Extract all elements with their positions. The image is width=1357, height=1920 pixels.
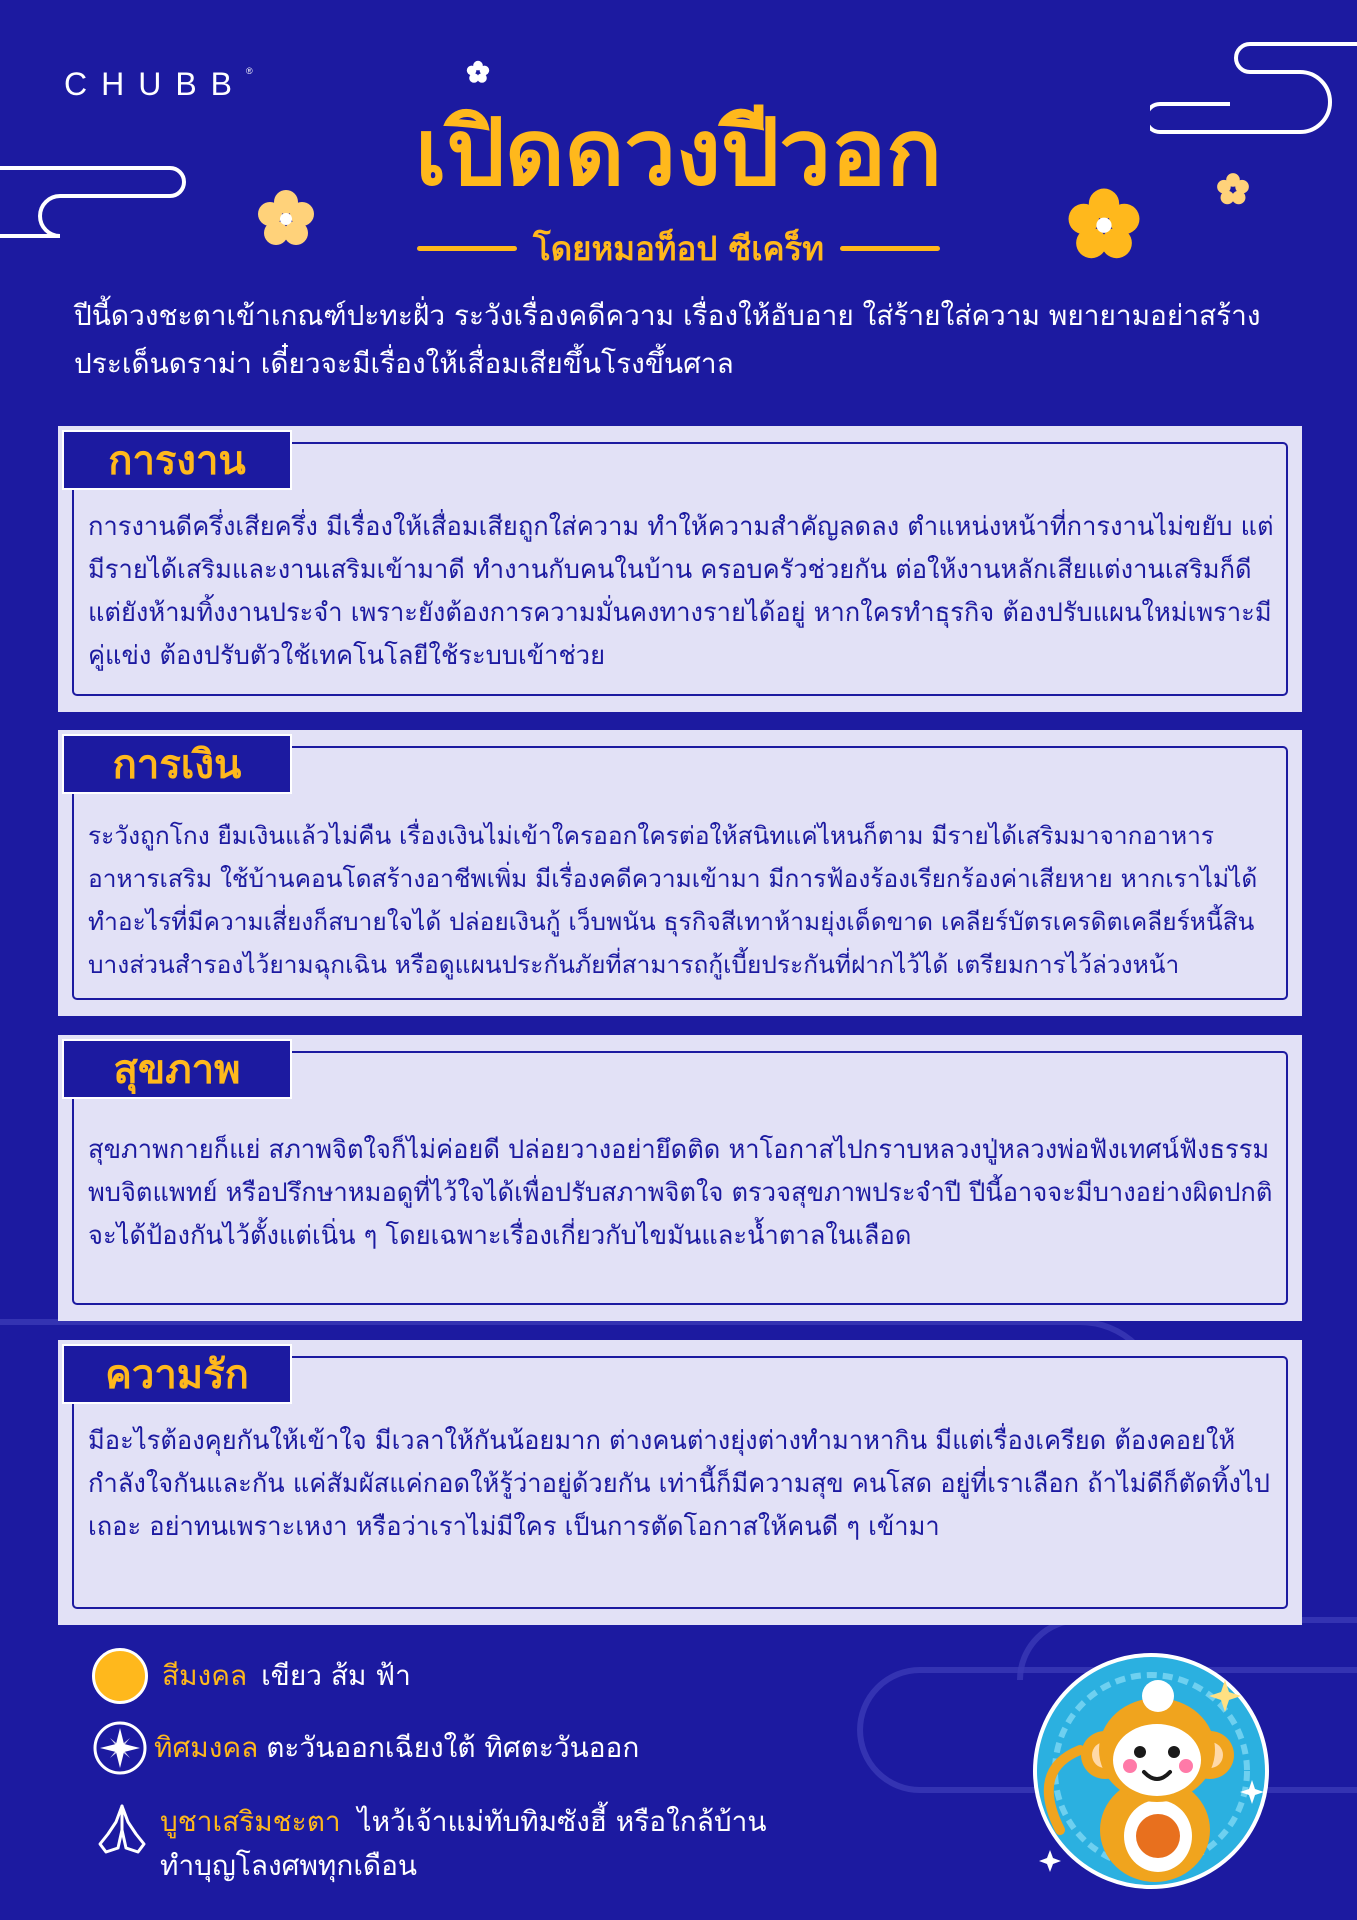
lucky-color-value: เขียว ส้ม ฟ้า bbox=[261, 1659, 411, 1692]
chubb-logo: CHUBB® bbox=[64, 66, 253, 102]
lucky-color-row bbox=[92, 1648, 411, 1704]
section-health bbox=[58, 1035, 1302, 1321]
section-love bbox=[58, 1340, 1302, 1625]
section-text: ระวังถูกโกง ยืมเงินแล้วไม่คืน เรื่องเงินไม่เข้าใครออกใครต่อให้สนิทแค่ไหนก็ตาม มีรายได้เสริมมาจากอาหาร อาหารเสริม ใช้บ้านคอนโดสร้างอาชีพเพิ่ม มีเรื่องคดีความเข้ามา มีการฟ้องร้องเรียกร้องค่าเสียหาย หากเราไม่ได้ทำอะไรที่มีความเสี่ยงก็สบายใจได้ ปล่อยเงินกู้ เว็บพนัน ธุรกิจสีเทาห้ามยุ่งเด็ดขาด เคลียร์บัตรเครดิตเคลียร์หนี้สินบางส่วนสำรองไว้ยามฉุกเฉิน หรือดูแผนประกันภัยที่สามารถกู้เบี้ยประกันที่ฝากไว้ได้ เตรียมการไว้ล่วงหน้า bbox=[88, 821, 1258, 979]
subtitle-row bbox=[0, 222, 1357, 275]
sun-circle-icon bbox=[92, 1648, 148, 1704]
lucky-direction-value: ตะวันออกเฉียงใต้ ทิศตะวันออก bbox=[266, 1731, 640, 1764]
flower-icon bbox=[466, 60, 490, 84]
section-label: การงาน bbox=[62, 430, 292, 490]
section-career bbox=[58, 426, 1302, 712]
lucky-direction-label: ทิศมงคล bbox=[154, 1731, 259, 1764]
page-title: เปิดดวงปีวอก bbox=[415, 99, 942, 206]
section-text: การงานดีครึ่งเสียครึ่ง มีเรื่องให้เสื่อมเสียถูกใส่ความ ทำให้ความสำคัญลดลง ตำแหน่งหน้าที่การงานไม่ขยับ แต่มีรายได้เสริมและงานเสริมเข้ามาดี ทำงานกับคนในบ้าน ครอบครัวช่วยกัน ต่อให้งานหลักเสียแต่งานเสริมก็ดี แต่ยังห้ามทิ้งงานประจำ เพราะยังต้องการความมั่นคงทางรายได้อยู่ หากใครทำธุรกิจ ต้องปรับแผนใหม่เพราะมีคู่แข่ง ต้องปรับตัวใช้เทคโนโลยีใช้ระบบเข้าช่วย bbox=[88, 512, 1274, 671]
section-text: มีอะไรต้องคุยกันให้เข้าใจ มีเวลาให้กันน้อยมาก ต่างคนต่างยุ่งต่างทำมาหากิน มีแต่เรื่องเครียด ต้องคอยให้กำลังใจกันและกัน แค่สัมผัสแค่กอดให้รู้ว่าอยู่ด้วยกัน เท่านี้ก็มีความสุข คนโสด อยู่ที่เราเลือก ถ้าไม่ดีก็ตัดทิ้งไปเถอะ อย่าทนเพราะเหงา หรือว่าเราไม่มีใคร เป็นการตัดโอกาสให้คนดี ๆ เข้ามา bbox=[88, 1426, 1270, 1542]
section-label: ความรัก bbox=[62, 1344, 292, 1404]
subtitle-divider-right bbox=[840, 246, 940, 251]
intro-text: ปีนี้ดวงชะตาเข้าเกณฑ์ปะทะฝั่ว ระวังเรื่องคดีความ เรื่องให้อับอาย ใส่ร้ายใส่ความ พยายามอย่าสร้างประเด็นดราม่า เดี๋ยวจะมีเรื่องให้เสื่อมเสียขึ้นโรงขึ้นศาล bbox=[74, 299, 1261, 380]
lucky-worship-row bbox=[92, 1800, 767, 1888]
section-label: การเงิน bbox=[62, 734, 292, 794]
lucky-worship-block bbox=[160, 1800, 767, 1888]
lucky-worship-label: บูชาเสริมชะตา bbox=[160, 1805, 341, 1838]
section-finance bbox=[58, 730, 1302, 1016]
compass-star-icon bbox=[92, 1720, 148, 1776]
subtitle-divider-left bbox=[417, 246, 517, 251]
lucky-color-label: สีมงคล bbox=[162, 1659, 248, 1692]
praying-hands-icon bbox=[92, 1800, 152, 1860]
page-subtitle: โดยหมอท็อป ซีเคร็ท bbox=[532, 229, 825, 268]
lucky-worship-value-line2: ทำบุญโลงศพทุกเดือน bbox=[160, 1849, 418, 1882]
monkey-illustration bbox=[1020, 1640, 1282, 1902]
section-label: สุขภาพ bbox=[62, 1039, 292, 1099]
section-text: สุขภาพกายก็แย่ สภาพจิตใจก็ไม่ค่อยดี ปล่อยวางอย่ายึดติด หาโอกาสไปกราบหลวงปู่หลวงพ่อฟังเทศน์ฟังธรรม พบจิตแพทย์ หรือปรึกษาหมอดูที่ไว้ใจได้เพื่อปรับสภาพจิตใจ ตรวจสุขภาพประจำปี ปีนี้อาจจะมีบางอย่างผิดปกติ จะได้ป้องกันไว้ตั้งแต่เนิ่น ๆ โดยเฉพาะเรื่องเกี่ยวกับไขมันและน้ำตาลในเลือด bbox=[88, 1135, 1273, 1251]
lucky-worship-value-line1: ไหว้เจ้าแม่ทับทิมซังฮี้ หรือใกล้บ้าน bbox=[357, 1805, 767, 1838]
lucky-direction-row bbox=[92, 1720, 639, 1776]
